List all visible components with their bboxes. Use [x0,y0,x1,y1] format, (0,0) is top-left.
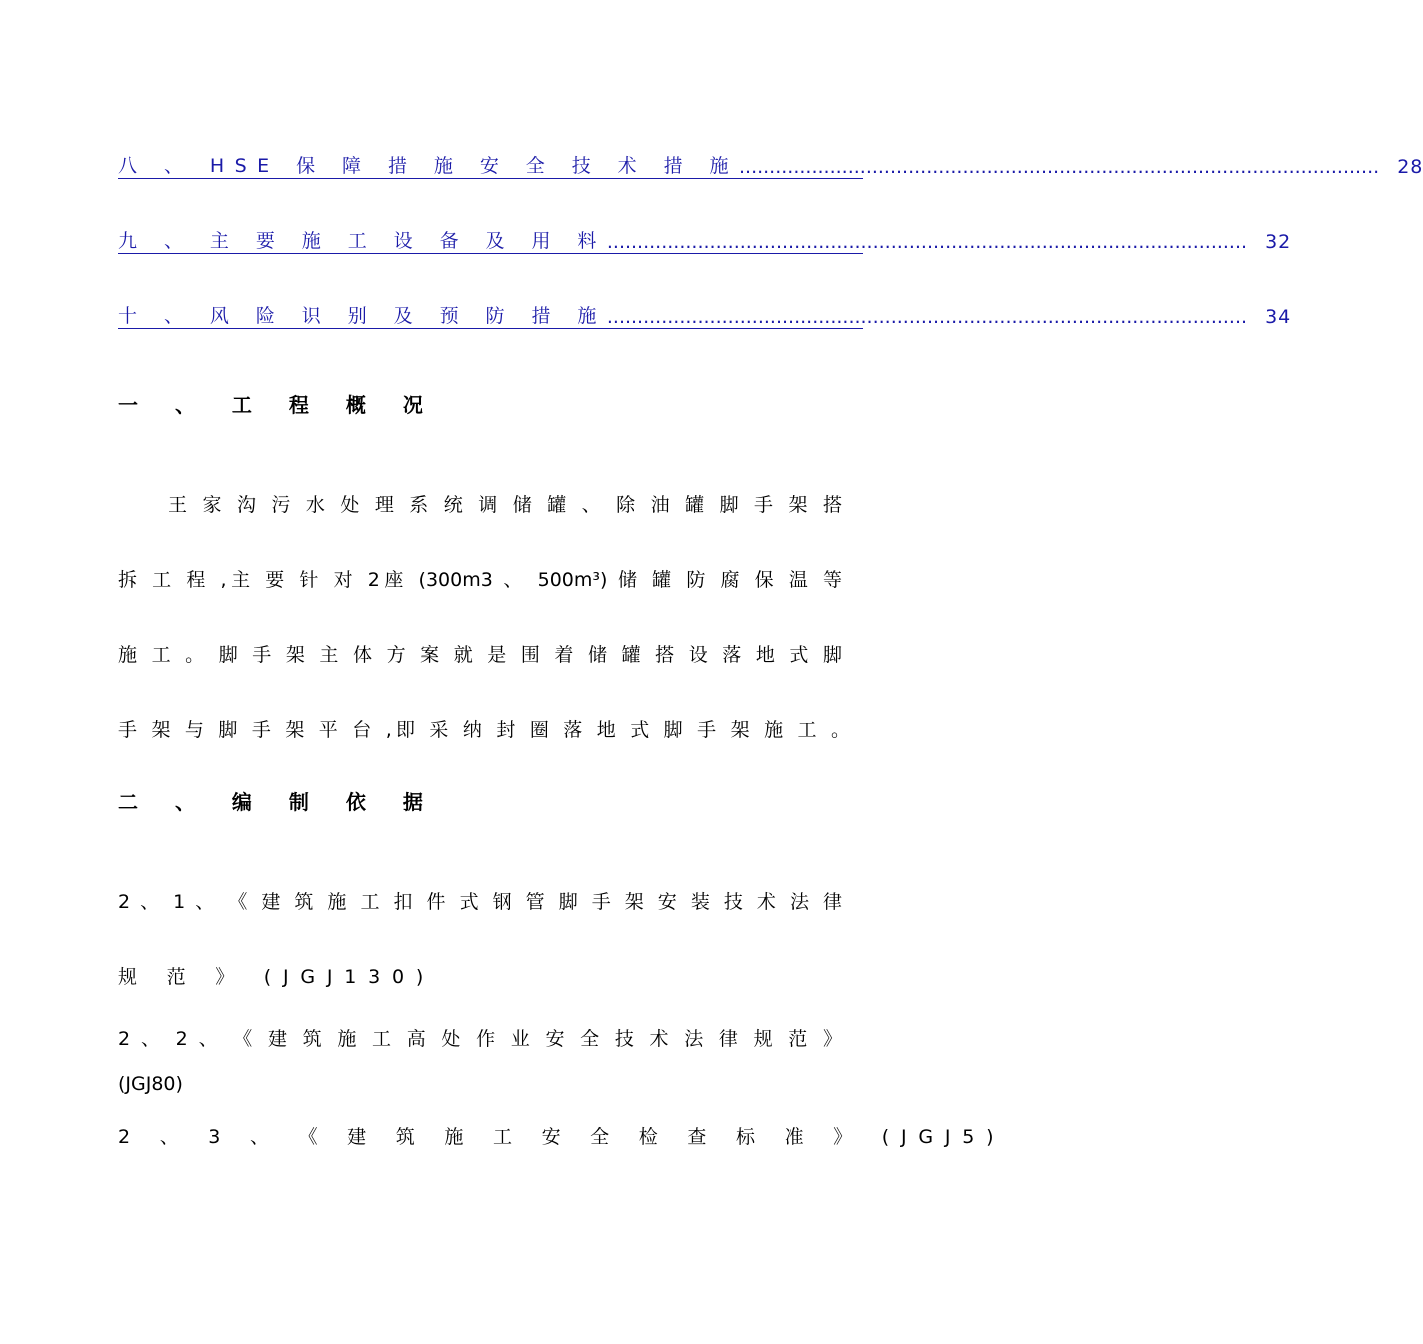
reference-item-line: 2 、 1 、 《 建 筑 施 工 扣 件 式 钢 管 脚 手 架 安 装 技 术 法 律 [118,891,842,913]
toc-entry-risk[interactable] [118,302,1292,329]
paragraph-line: 手 架 与 脚 手 架 平 台 ,即 采 纳 封 圈 落 地 式 脚 手 架 施 工 。 [118,719,850,741]
paragraph-line: 王 家 沟 污 水 处 理 系 统 调 储 罐 、 除 油 罐 脚 手 架 搭 [168,494,842,516]
toc-page-number: 34 [1265,306,1292,328]
toc-entry-hse[interactable] [118,152,1423,179]
paragraph-line: 施 工 。 脚 手 架 主 体 方 案 就 是 围 着 储 罐 搭 设 落 地 式 脚 [118,644,842,666]
section-heading-basis: 二 、 编 制 依 据 [118,790,438,814]
reference-item-line: 2 、 3 、 《 建 筑 施 工 安 全 检 查 标 准 》 (JGJ5) [118,1126,1006,1148]
toc-entry-title: 八 、 HSE 保 障 措 施 安 全 技 术 措 施 [118,155,739,177]
section-heading-overview: 一 、 工 程 概 况 [118,393,438,417]
toc-leader-dots: .......................................................................................................... [606,231,1248,253]
toc-entry-title: 十 、 风 险 识 别 及 预 防 措 施 [118,305,607,327]
toc-entry-equipment[interactable] [118,227,1292,254]
reference-item-line: 2 、 2 、 《 建 筑 施 工 高 处 作 业 安 全 技 术 法 律 规 范 》 [118,1028,842,1050]
reference-item-line: 规 范 》 (JGJ130) [118,966,436,988]
toc-page-number: 32 [1265,231,1292,253]
reference-item-line: (JGJ80) [118,1073,183,1095]
paragraph-line: 拆 工 程 ,主 要 针 对 2座 (300m3 、 500m³) 储 罐 防 腐 保 温 等 [118,569,842,591]
toc-leader-dots: .......................................................................................................... [738,156,1380,178]
toc-leader-dots: .......................................................................................................... [606,306,1248,328]
toc-entry-title: 九 、 主 要 施 工 设 备 及 用 料 [118,230,607,252]
toc-page-number: 28 [1397,156,1423,178]
